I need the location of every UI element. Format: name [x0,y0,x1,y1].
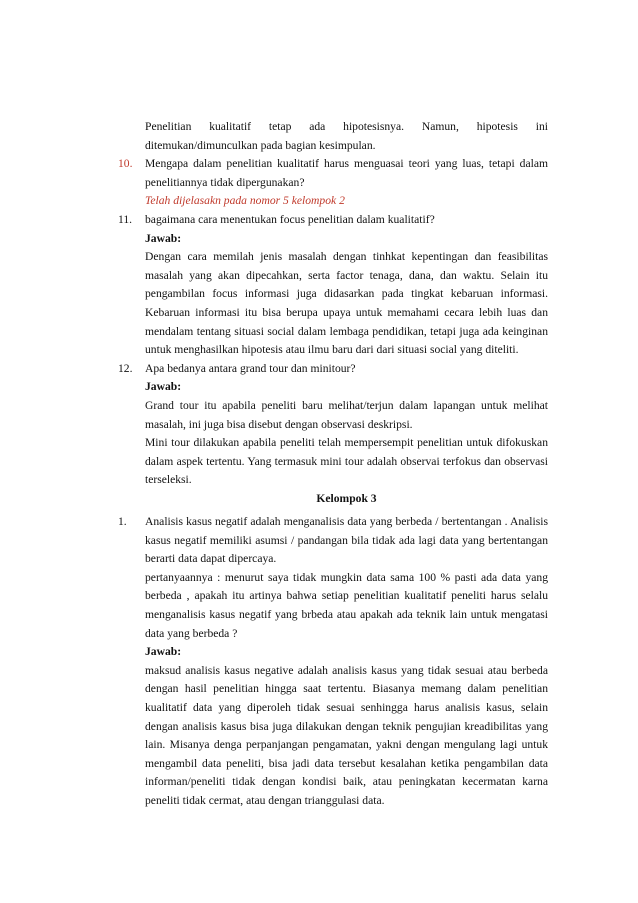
answer-label: Jawab: [145,231,182,245]
item-number: 11. [118,212,133,226]
answer-label: Jawab: [145,645,182,659]
statement-text: Analisis kasus negatif adalah menganalisis data yang berbeda / bertentangan . Analisis kasus negatif memiliki asumsi / pandangan bila tidak ada lagi data yang bertentangan berarti data dapat dipercaya. [145,515,548,566]
note-text: Telah dijelasakn pada nomor 5 kelompok 2 [145,194,345,208]
answer-text-1: Grand tour itu apabila peneliti baru melihat/terjun dalam lapangan untuk melihat masalah, ini juga bisa disebut dengan observasi deskripsi. [145,398,548,431]
item-number: 1. [118,515,127,528]
list-item-12 [118,360,548,490]
intro-paragraph: Penelitian kualitatif tetap ada hipotesisnya. Namun, hipotesis ini ditemukan/dimunculkan pada bagian kesimpulan. [145,120,548,152]
list-item-11 [118,211,548,360]
list-item-10 [118,155,548,211]
answer-label: Jawab: [145,380,182,394]
item-number: 12. [118,361,133,375]
question-list-kelompok-3 [118,513,548,811]
section-heading: Kelompok 3 [316,492,377,505]
answer-text: maksud analisis kasus negative adalah analisis kasus yang tidak sesuai atau berbeda dengan hasil penelitian hingga saat tertentu. Biasanya memang dalam penelitian kualitatif data yang diperoleh tidak sesuai senhingga harus analisis kasus, selain dengan analisis kasus bisa juga dilakukan dengan teknik pengujian kreadibilitas yang lain. Misanya denga perpanjangan pengamatan, yakni dengan mengulang lagi untuk mengambil data peneliti, bisa jadi data tersebut kesalahan ketika pengambilan data informan/peneliti tidak dengan kondisi baik, atau peningkatan kecermatan karna peneliti tidak cermat, atau dengan trianggulasi data. [145,663,548,807]
question-list [118,118,548,490]
answer-text: Dengan cara memilah jenis masalah dengan tinhkat kepentingan dan feasibilitas masalah yang akan dipecahkan, serta factor tenaga, dana, dan waktu. Selain itu pengambilan focus informasi juga didasarkan pada tingkat kebaruan informasi. Kebaruan informasi itu bisa berupa upaya untuk memahami cecara lebih luas dan mendalam tentang situasi social dalam lembaga pendidikan, tetapi juga ada keinginan untuk menghasilkan hipotesis atau ilmu baru dari dari situasi social yang diteliti. [145,250,548,357]
item-number: 10. [118,157,133,171]
question-text: pertanyaannya : menurut saya tidak mungkin data sama 100 % pasti ada data yang berbeda , apakah itu artinya bahwa setiap penelitian kualitatif peneliti harus selalu menganalisis kasus negatif yang brbeda atau apakah ada teknik lain untuk mengatasi data yang berbeda ? [145,570,548,640]
question-text: Mengapa dalam penelitian kualitatif harus menguasai teori yang luas, tetapi dalam penelitiannya tidak dipergunakan? [145,157,548,189]
list-item-1 [118,513,548,811]
question-text: bagaimana cara menentukan focus penelitian dalam kualitatif? [145,212,435,226]
question-text: Apa bedanya antara grand tour dan minitour? [145,361,356,375]
list-item-intro [118,118,548,155]
answer-text-2: Mini tour dilakukan apabila peneliti telah mempersempit penelitian untuk difokuskan dalam aspek tertentu. Yang termasuk mini tour adalah observai terfokus dan observasi terseleksi. [145,436,548,487]
